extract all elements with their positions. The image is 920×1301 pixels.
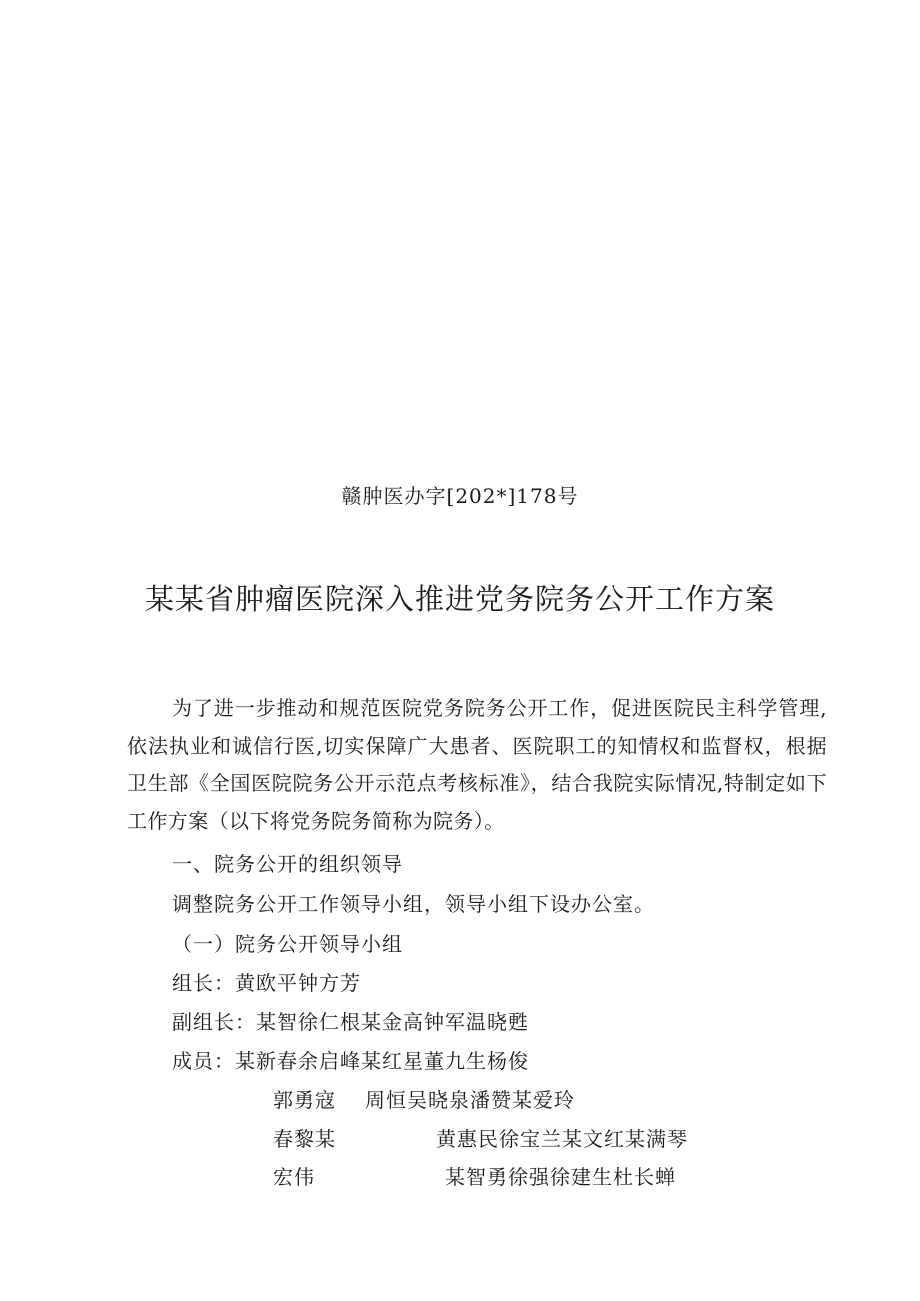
member-name: 宏伟	[273, 1165, 315, 1189]
section-text: 调整院务公开工作领导小组，领导小组下设办公室。	[172, 892, 655, 916]
member-name: 春黎某	[273, 1127, 336, 1151]
intro-paragraph: 为了进一步推动和规范医院党务院务公开工作，促进医院民主科学管理,依法执业和诚信行医,切实保障广大患者、医院职工的知情权和监督权，根据卫生部《全国医院院务公开示范点考核标准》，结合我院实际情况,特制定如下工作方案（以下将党务院务简称为院务）。	[127, 696, 827, 833]
document-title: 某某省肿瘤医院深入推进党务院务公开工作方案	[144, 582, 775, 616]
subsection-heading: （一）院务公开领导小组	[172, 932, 403, 956]
member-names-group: 周恒吴晓泉潘赞某爱玲	[365, 1088, 575, 1112]
document-number: 赣肿医办字[202*]178号	[341, 484, 579, 508]
member-names-group: 某智勇徐强徐建生杜长蝉	[445, 1165, 676, 1189]
deputy-leader-line: 副组长：某智徐仁根某金高钟军温晓甦	[172, 1010, 529, 1034]
section-heading: 一、院务公开的组织领导	[172, 852, 403, 876]
members-line: 成员：某新春余启峰某红星董九生杨俊	[172, 1049, 529, 1073]
member-name: 郭勇寇	[273, 1088, 336, 1112]
member-names-group: 黄惠民徐宝兰某文红某满琴	[436, 1127, 688, 1151]
leader-line: 组长：黄欧平钟方芳	[172, 971, 361, 995]
